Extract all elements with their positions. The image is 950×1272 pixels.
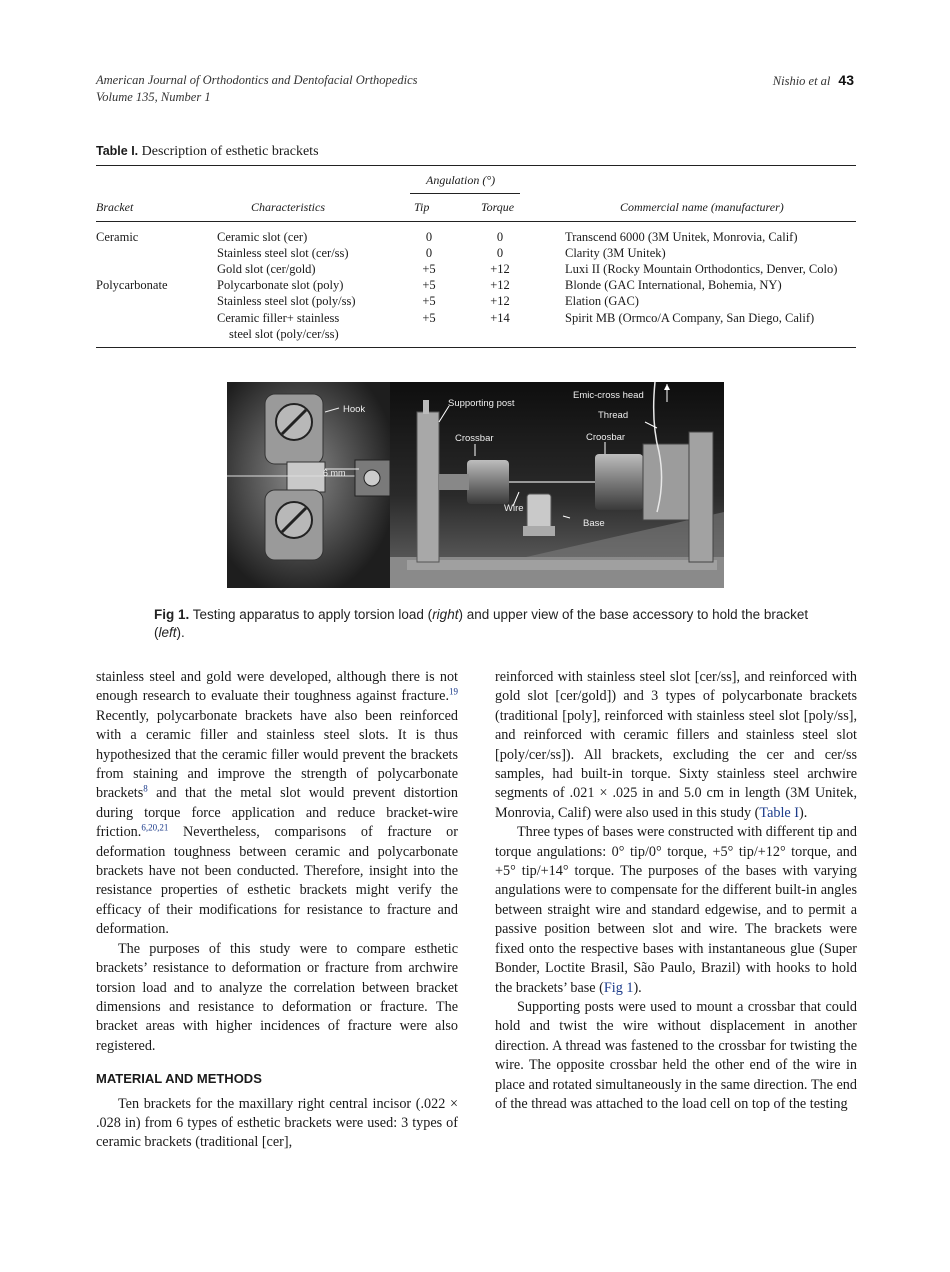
- label-thread: Thread: [598, 410, 629, 421]
- angulation-rule: [410, 193, 520, 194]
- torque-header: Torque: [481, 200, 515, 214]
- tip-cell: 0: [425, 246, 433, 260]
- torque-cell: 0: [496, 246, 504, 260]
- commercial-cell: Luxi II (Rocky Mountain Orthodontics, Denver, Colo): [565, 262, 838, 276]
- table-header-rule: [96, 221, 856, 222]
- section-heading: MATERIAL AND METHODS: [96, 1071, 262, 1087]
- characteristics-cell: Stainless steel slot (cer/ss): [217, 246, 349, 260]
- angulation-header: Angulation (°): [426, 173, 496, 187]
- commercial-cell: Spirit MB (Ormco/A Company, San Diego, Calif): [565, 311, 815, 325]
- label-emic-cross-head: Emic-cross head: [573, 390, 644, 401]
- torque-cell: +12: [490, 294, 510, 308]
- characteristics-cell-cont: steel slot (poly/cer/ss): [229, 327, 339, 341]
- label-hook: Hook: [343, 404, 366, 415]
- tip-cell: +5: [422, 262, 436, 276]
- paragraph: stainless steel and gold were developed, although there is not enough research to evaluate their toughness against fracture.$^{19}$ Recently, polycarbonate brackets have also been reinforced with a ceramic filler and stainless steel slots. It is thus hypothesized that the ceramic filler would prevent the brackets from staining and improve the strength of polycarbonate brackets$^8$ and that the metal slot would prevent distortion during torque force application and reduce bracket-wire friction.$^{6,20,21}$ Nevertheless, comparisons of fracture or deformation toughness between ceramic and polycarbonate brackets have not been conducted. Therefore, insight into the resistance properties of esthetic brackets might verify the efficacy of their modifications for resistance to fracture and deformation.: [96, 669, 458, 938]
- characteristics-cell: Ceramic slot (cer): [217, 230, 308, 244]
- label-base: Base: [583, 518, 605, 529]
- torque-cell: +14: [490, 311, 510, 325]
- label-wire: Wire: [504, 503, 524, 514]
- authors: Nishio et al: [772, 74, 831, 88]
- table-link[interactable]: Table I: [759, 804, 799, 821]
- journal-name: American Journal of Orthodontics and Dentofacial Orthopedics: [96, 73, 418, 87]
- label-croosbar: Croosbar: [586, 432, 626, 443]
- torque-cell: 0: [496, 230, 504, 244]
- characteristics-cell: Gold slot (cer/gold): [217, 262, 316, 276]
- bracket-cell: Ceramic: [96, 230, 139, 244]
- paragraph: reinforced with stainless steel slot [cer/ss], and reinforced with gold slot [cer/gold]) and 3 types of polycarbonate brackets (traditional [poly], reinforced with stainless steel slot [poly/ss], and reinforced with ceramic fillers and stainless steel slot [poly/cer/ss]). All brackets, excluding the cer and cer/ss samples, had built-in torque. Sixty stainless steel archwire segments of .021 × .025 in and 5.0 cm in length (3M Unitek, Monrovia, Calif) were also used in this study (Table I).: [495, 669, 857, 821]
- table-bottom-rule: [96, 347, 856, 348]
- page-number: 43: [838, 72, 854, 88]
- paragraph: Supporting posts were used to mount a crossbar that could hold and twist the wire without displacement in another direction. A thread was fastened to the crossbar for twisting the wire. The opposite crossbar held the other end of the wire in place and rotated simultaneously in the same direction. The end of the thread was attached to the load cell on top of the testing: [495, 998, 857, 1112]
- commercial-cell: Blonde (GAC International, Bohemia, NY): [565, 278, 782, 292]
- right-column: [495, 668, 857, 1114]
- characteristics-cell: Polycarbonate slot (poly): [217, 278, 344, 292]
- paragraph: The purposes of this study were to compare esthetic brackets’ resistance to deformation or fracture from archwire torsion load and to analyze the correlation between bracket dimensions and resistance to deformation or fracture. The bracket areas with higher incidences of fracture were also registered.: [96, 940, 458, 1054]
- tip-cell: +5: [422, 311, 436, 325]
- label-6mm: 6 mm: [323, 468, 346, 478]
- table-label: Table I.: [96, 144, 139, 158]
- citation[interactable]: 8: [143, 783, 148, 794]
- paragraph: Three types of bases were constructed with different tip and torque angulations: 0° tip/0° torque, +5° tip/+12° torque, and +5° tip/+14° torque. The purposes of the bases with varying angulations were to compensate for the different built-in angles between straight wire and standard edgewise, and to permit a passive position between slot and wire. The brackets were fixed onto the respective bases with instantaneous glue (Super Bonder, Loctite Brasil, São Paulo, Brazil) with hooks to hold the brackets’ base (Fig 1).: [495, 824, 857, 996]
- label-crossbar: Crossbar: [455, 433, 494, 444]
- tip-cell: +5: [422, 278, 436, 292]
- table-caption: [96, 144, 319, 160]
- journal-volume: Volume 135, Number 1: [96, 90, 211, 104]
- characteristics-header: Characteristics: [251, 200, 325, 214]
- table-top-rule: [96, 165, 856, 166]
- citation[interactable]: 19: [449, 686, 458, 697]
- commercial-header: Commercial name (manufacturer): [620, 200, 784, 214]
- bracket-header: Bracket: [96, 200, 134, 214]
- paragraph: Ten brackets for the maxillary right central incisor (.022 × .028 in) from 6 types of esthetic brackets were used: 3 types of ceramic brackets (traditional [cer],: [96, 1095, 458, 1151]
- citation[interactable]: 6,20,21: [141, 822, 169, 833]
- figure-caption: Fig 1. Testing apparatus to apply torsion load (right) and upper view of the base accessory to hold the bracket (left).: [154, 607, 809, 640]
- bracket-cell: Polycarbonate: [96, 278, 168, 292]
- figure-label: Fig 1.: [154, 607, 190, 622]
- figure-1: [227, 382, 724, 588]
- characteristics-cell: Stainless steel slot (poly/ss): [217, 294, 356, 308]
- tip-cell: 0: [425, 230, 433, 244]
- left-column: [96, 668, 458, 1153]
- running-header-right: [773, 72, 854, 89]
- tip-header: Tip: [414, 200, 430, 214]
- table-title: Description of esthetic brackets: [141, 144, 319, 159]
- commercial-cell: Elation (GAC): [565, 294, 639, 308]
- torque-cell: +12: [490, 262, 510, 276]
- characteristics-cell: Ceramic filler+ stainless: [217, 311, 340, 325]
- running-header-left: [96, 72, 418, 106]
- figure-link[interactable]: Fig 1: [603, 979, 634, 996]
- torque-cell: +12: [490, 278, 510, 292]
- label-supporting-post: Supporting post: [448, 398, 515, 409]
- tip-cell: +5: [422, 294, 436, 308]
- commercial-cell: Transcend 6000 (3M Unitek, Monrovia, Calif): [565, 230, 798, 244]
- commercial-cell: Clarity (3M Unitek): [565, 246, 666, 260]
- figure-1-photo: [227, 382, 724, 588]
